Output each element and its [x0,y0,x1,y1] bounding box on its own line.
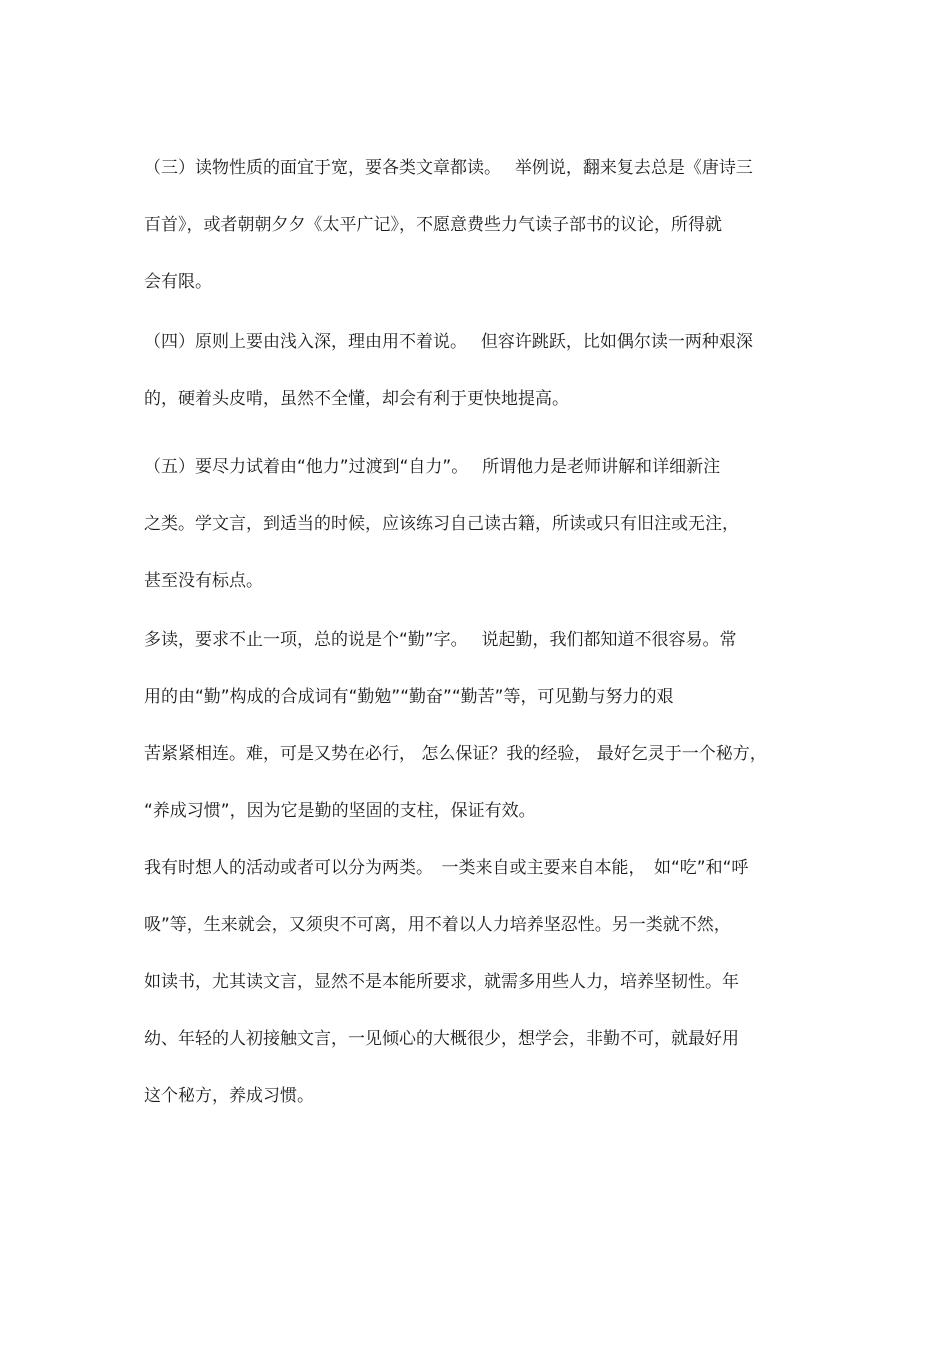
paragraph-shallow-to-deep [144,330,834,411]
text-line: 用的由“勤”构成的合成词有“勤勉”“勤奋”“勤苦”等，可见勤与努力的艰 [144,687,674,707]
text-line: 我有时想人的活动或者可以分为两类。 一类来自或主要来自本能， 如“吃”和“呼 [144,858,749,878]
text-line: 之类。学文言，到适当的时候，应该练习自己读古籍，所读或只有旧注或无注， [144,514,739,534]
text-line: （五）要尽力试着由“他力”过渡到“自力”。 所谓他力是老师讲解和详细新注 [144,457,721,477]
text-line: 吸”等，生来就会，又须臾不可离，用不着以人力培养坚忍性。另一类就不然， [144,915,731,935]
paragraph-self-reliance [144,455,834,593]
text-line: 如读书，尤其读文言，显然不是本能所要求，就需多用些人力，培养坚韧性。年 [144,972,739,992]
text-line: 多读，要求不止一项，总的说是个“勤”字。 说起勤，我们都知道不很容易。常 [144,630,737,650]
text-line: 这个秘方，养成习惯。 [144,1086,314,1106]
paragraph-reading-breadth [144,156,834,294]
text-line: 苦紧紧相连。难，可是又势在必行， 怎么保证？我的经验， 最好乞灵于一个秘方， [144,744,767,764]
text-line: 幼、年轻的人初接触文言，一见倾心的大概很少，想学会，非勤不可，就最好用 [144,1029,739,1049]
text-line: 会有限。 [144,272,212,292]
paragraph-habit [144,856,834,1108]
paragraph-diligence [144,628,834,823]
text-line: “养成习惯”，因为它是勤的坚固的支柱，保证有效。 [144,801,536,821]
text-line: 甚至没有标点。 [144,571,263,591]
text-line: 百首》，或者朝朝夕夕《太平广记》，不愿意费些力气读子部书的议论，所得就 [144,215,722,235]
text-line: 的，硬着头皮啃，虽然不全懂，却会有利于更快地提高。 [144,389,569,409]
text-line: （三）读物性质的面宜于宽，要各类文章都读。 举例说，翻来复去总是《唐诗三 [144,158,753,178]
text-line: （四）原则上要由浅入深，理由用不着说。 但容许跳跃，比如偶尔读一两种艰深 [144,332,753,352]
